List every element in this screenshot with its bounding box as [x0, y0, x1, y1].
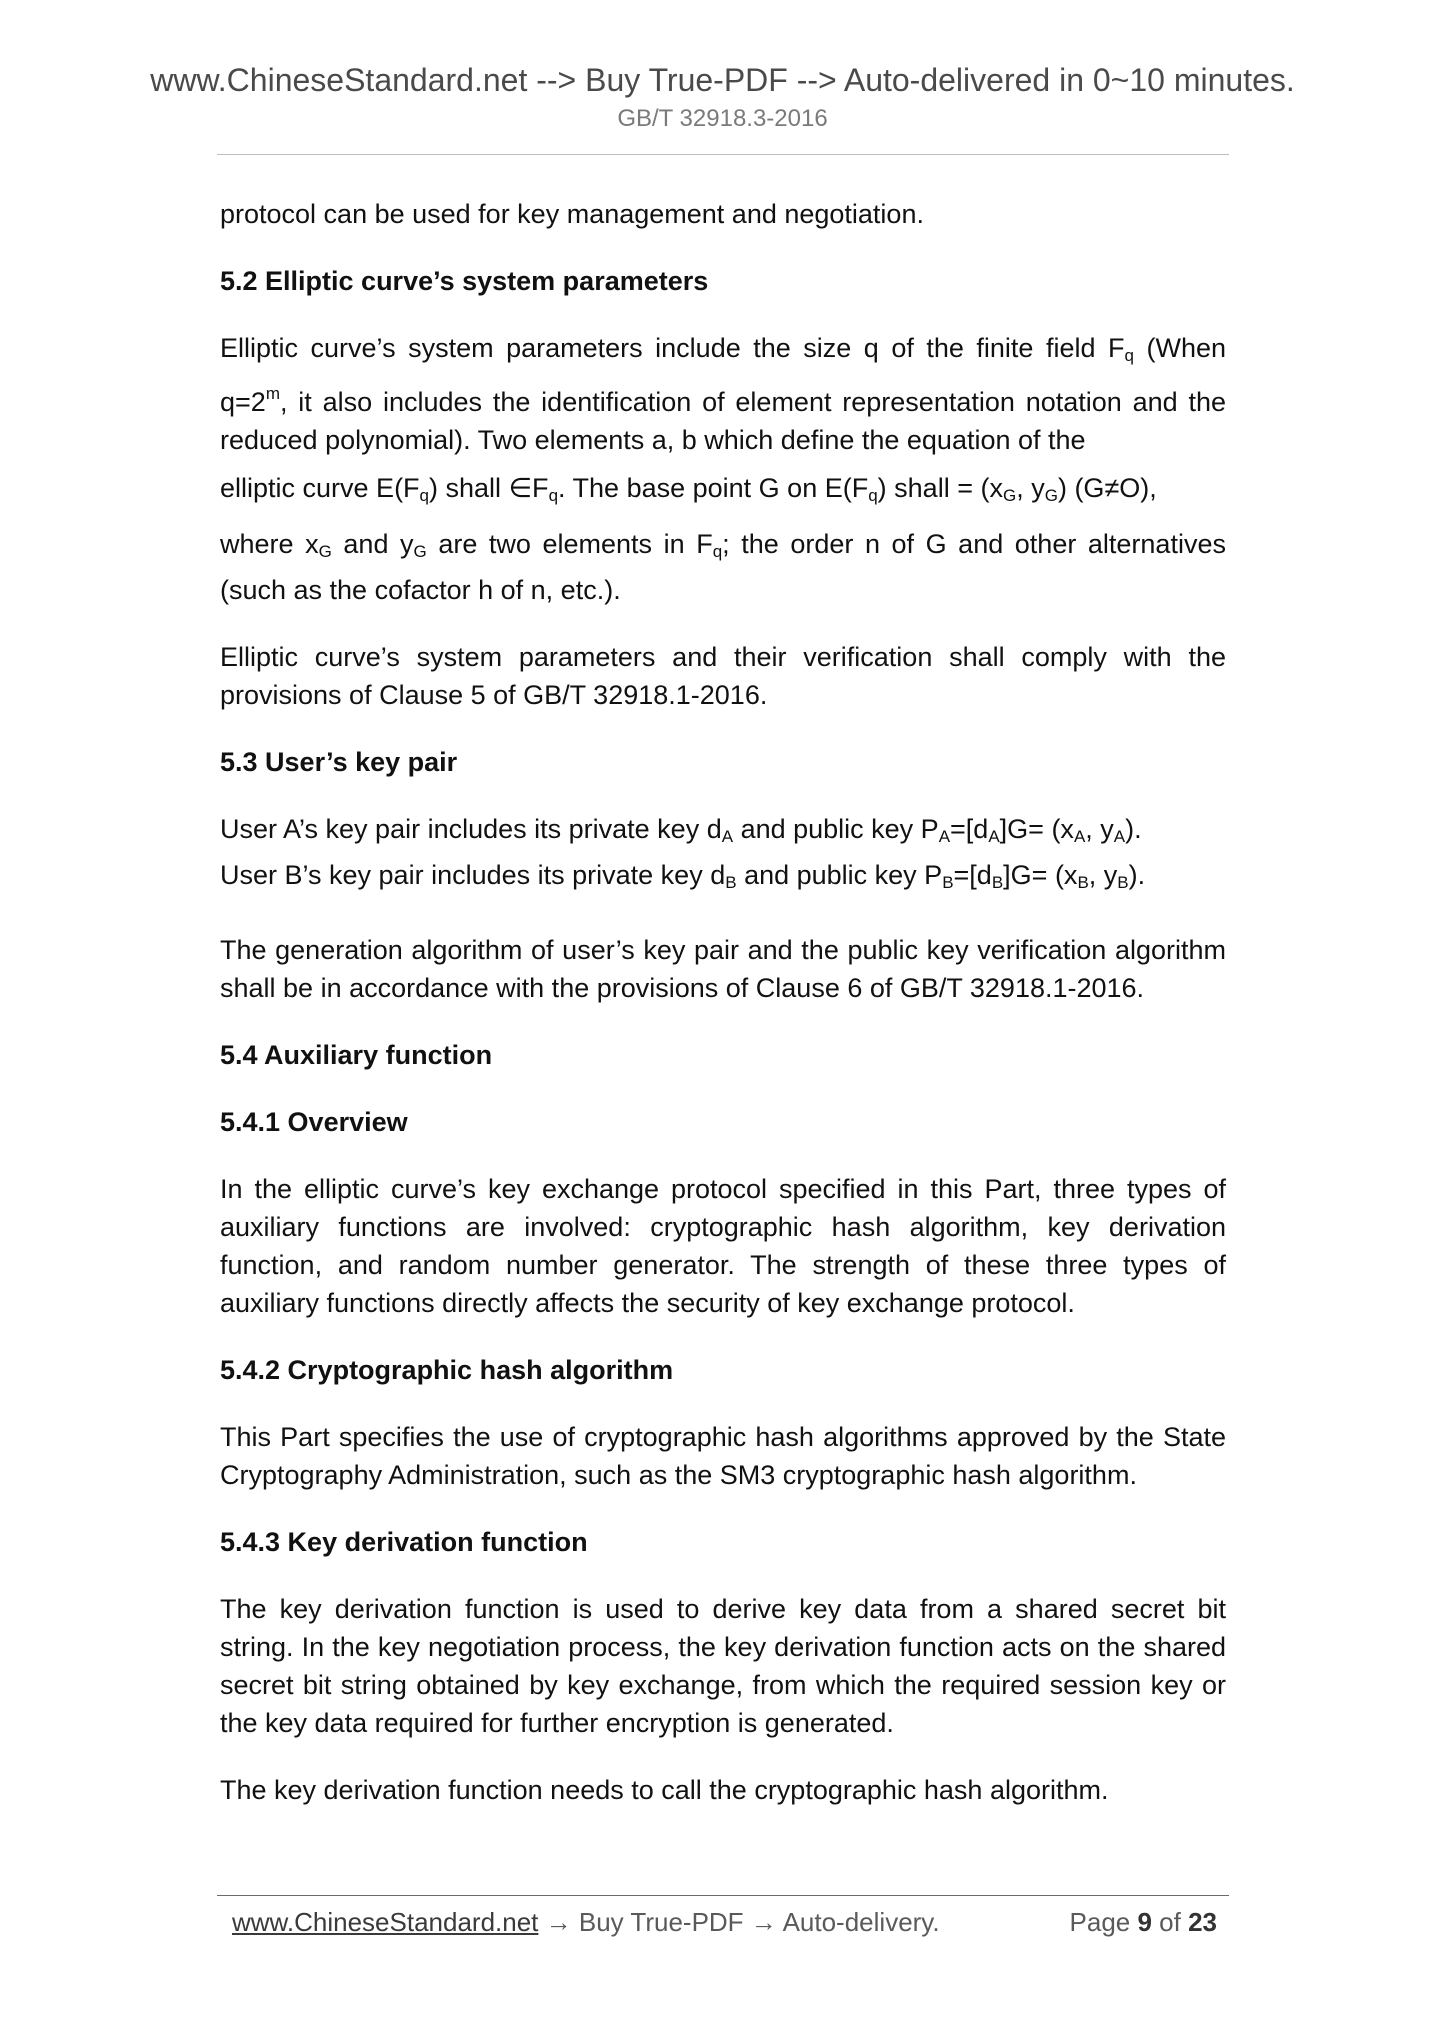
document-body [220, 195, 1226, 1809]
footer-link[interactable]: www.ChineseStandard.net [232, 1907, 539, 1937]
paragraph-5-4-3-b: The key derivation function needs to call the cryptographic hash algorithm. [220, 1775, 1109, 1805]
text-run: Elliptic curve’s system parameters include the size q of the finite field $F_q$ (When $q=2^m$, it also includes the identification of element representation notation and the reduced polynomial). Two elements a, b which define the equation of the [220, 333, 1227, 455]
paragraph-5-4-3-a: The key derivation function is used to derive key data from a shared secret bit string. In the key negotiation process, the key derivation function acts on the shared secret bit string obtained by key exchange, from which the required session key or the key data required for further encryption is generated. [220, 1594, 1226, 1738]
paragraph-5-3-b: The generation algorithm of user’s key pair and the public key verification algorithm shall be in accordance with the provisions of Clause 6 of GB/T 32918.1-2016. [220, 935, 1226, 1003]
heading-5-4: 5.4 Auxiliary function [220, 1040, 493, 1070]
heading-5-4-3: 5.4.3 Key derivation function [220, 1527, 588, 1557]
paragraph-5-4-1: In the elliptic curve’s key exchange protocol specified in this Part, three types of auxiliary functions are involved: cryptographic hash algorithm, key derivation function, and random number generator. The strength of these three types of auxiliary functions directly affects the security of key exchange protocol. [220, 1174, 1226, 1318]
key-pair-b-line: User B’s key pair includes its private key $d_B$ and public key $P_B=[d_B]G= (x_B$, $y_B$). [220, 860, 1146, 892]
footer [232, 1903, 1217, 1941]
footer-divider [217, 1895, 1229, 1896]
header-banner: www.ChineseStandard.net --> Buy True-PDF --> Auto-delivered in 0~10 minutes. [150, 62, 1295, 98]
page-indicator: Page 9 of 23 [1069, 1907, 1217, 1937]
page-number: 9 [1137, 1907, 1152, 1937]
footer-text: → Buy True-PDF → Auto-delivery. [538, 1907, 940, 1937]
standard-number: GB/T 32918.3-2016 [617, 105, 828, 132]
paragraph-5-2-b: Elliptic curve’s system parameters and their verification shall comply with the provisions of Clause 5 of GB/T 32918.1-2016. [220, 642, 1226, 710]
formula-line: elliptic curve $E(F_q)$ shall $\in F_q$. The base point G on $E(F_q)$ shall = ($x_G$, $y_G$) (G≠O), [220, 473, 1157, 505]
key-pair-a-line: User A’s key pair includes its private key $d_A$ and public key $P_A=[d_A]G= (x_A$, $y_A$). [220, 814, 1142, 846]
page-total: 23 [1188, 1907, 1217, 1937]
paragraph-5-2-a [220, 329, 1226, 609]
paragraph-5-3-a [220, 810, 1226, 902]
heading-5-2: 5.2 Elliptic curve’s system parameters [220, 266, 709, 296]
heading-5-3: 5.3 User’s key pair [220, 747, 458, 777]
text-run: where $x_G$ and $y_G$ are two elements in $F_q$; the order n of G and other alternatives (such as the cofactor h of n, etc.). [220, 529, 1226, 605]
header-divider [217, 154, 1229, 155]
paragraph-5-4-2: This Part specifies the use of cryptographic hash algorithms approved by the State Cryptography Administration, such as the SM3 cryptographic hash algorithm. [220, 1422, 1226, 1490]
paragraph-intro: protocol can be used for key management and negotiation. [220, 199, 924, 229]
heading-5-4-1: 5.4.1 Overview [220, 1107, 408, 1137]
heading-5-4-2: 5.4.2 Cryptographic hash algorithm [220, 1355, 674, 1385]
